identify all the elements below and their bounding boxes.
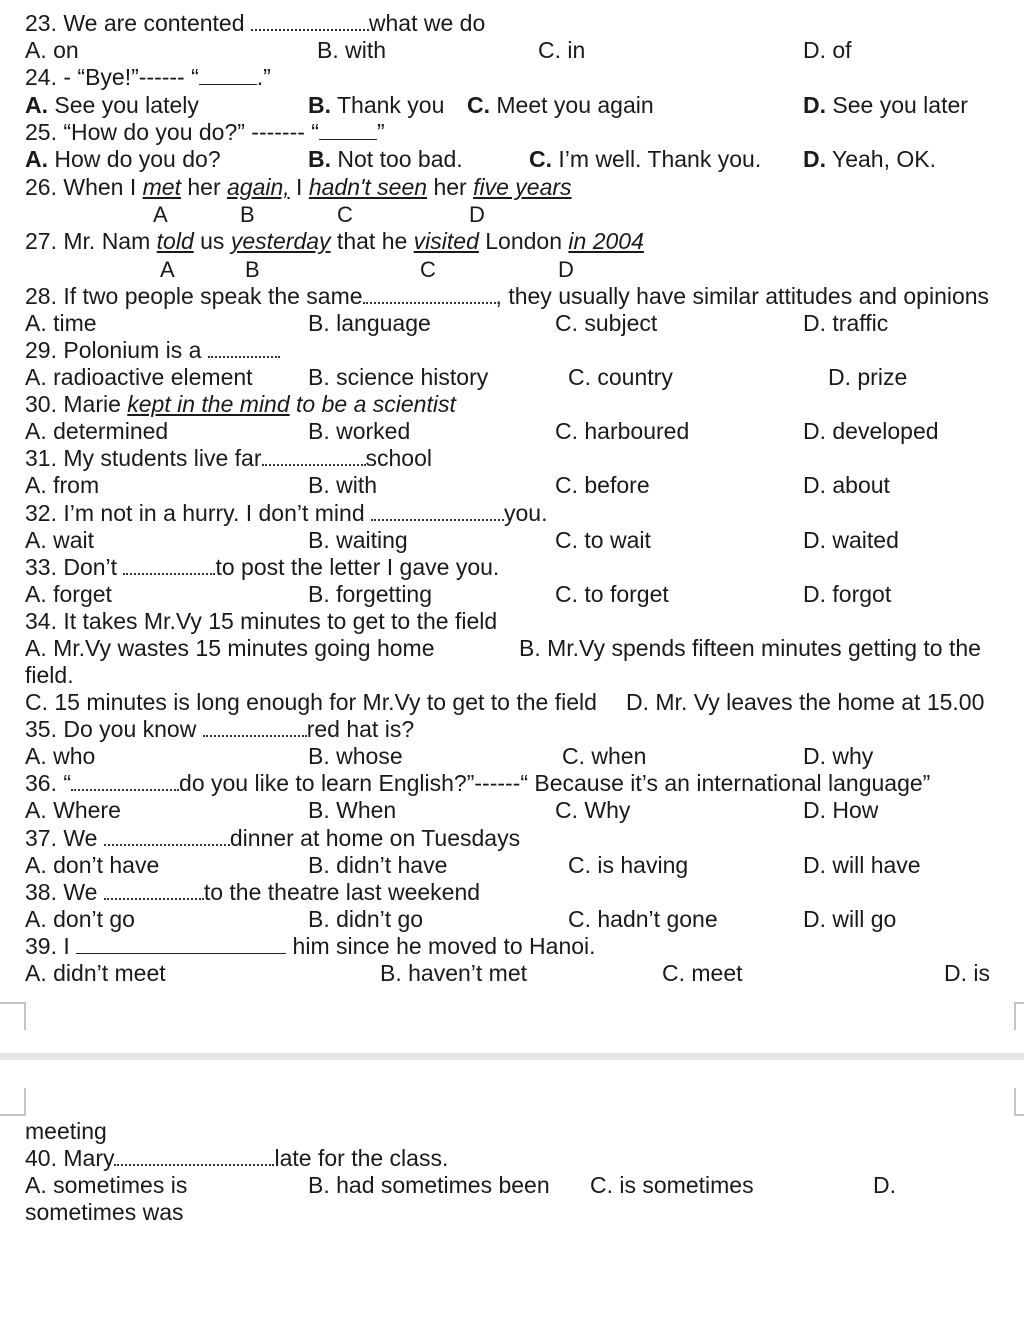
answer-blank [319,121,377,140]
q32-option-a: A. wait [25,527,95,553]
q37-option-d: D. will have [803,852,921,878]
answer-blank [104,880,204,900]
q31-option-a: A. from [25,472,100,498]
question-31-stem: 31. My students live far school [25,445,432,471]
answer-blank [114,1146,274,1166]
question-32-stem: 32. I’m not in a hurry. I don’t mind you. [25,500,548,526]
q32-option-b: B. waiting [308,527,408,553]
q35-option-b: B. whose [308,743,403,769]
q39-option-d-cont: meeting [25,1118,107,1144]
question-30-stem: 30. Marie kept in the mind to be a scientist [25,391,456,417]
error-label-c: C [337,202,353,227]
q32-option-c: C. to wait [555,527,651,553]
answer-blank [71,771,179,791]
q39-option-c: C. meet [662,960,743,986]
question-27-stem: 27. Mr. Nam told us yesterday that he visited London in 2004 [25,228,644,254]
q25-option-d: D. Yeah, OK. [803,146,936,172]
q32-option-d: D. waited [803,527,899,553]
q30-option-d: D. developed [803,418,939,444]
q24-option-d: D. See you later [803,92,968,118]
answer-blank [363,284,496,304]
error-label-c: C [420,257,436,282]
q39-option-d: D. is [944,960,990,986]
q35-option-a: A. who [25,743,96,769]
q28-option-a: A. time [25,310,97,336]
q28-option-b: B. language [308,310,431,336]
question-40-stem: 40. Mary late for the class. [25,1145,449,1171]
page-corner-mark [0,1002,26,1030]
q36-option-b: B. When [308,797,397,823]
question-36-stem: 36. “ do you like to learn English?”------“ Because it’s an international language” [25,770,931,796]
q29-option-b: B. science history [308,364,489,390]
question-29-stem: 29. Polonium is a [25,337,280,364]
q29-option-a: A. radioactive element [25,364,253,390]
question-34-stem: 34. It takes Mr.Vy 15 minutes to get to the field [25,608,498,634]
error-label-b: B [240,202,255,227]
q23-option-d: D. of [803,37,852,63]
question-33-stem: 33. Don’t to post the letter I gave you. [25,554,500,580]
q28-option-d: D. traffic [803,310,889,336]
page-corner-mark [0,1088,26,1116]
q39-option-a: A. didn’t meet [25,960,166,986]
q34-option-c: C. 15 minutes is long enough for Mr.Vy to get to the field [25,689,597,715]
q23-option-b: B. with [317,37,387,63]
q35-option-c: C. when [562,743,647,769]
q31-option-b: B. with [308,472,378,498]
q36-option-a: A. Where [25,797,121,823]
q25-option-b: B. Not too bad. [308,146,463,172]
q37-option-c: C. is having [568,852,689,878]
q34-option-b: B. Mr.Vy spends fifteen minutes getting to the [519,635,981,661]
question-39-stem: 39. I him since he moved to Hanoi. [25,933,596,959]
page-divider [0,1053,1024,1060]
error-label-a: A [153,202,168,227]
q29-option-c: C. country [568,364,673,390]
question-26-stem: 26. When I met her again, I hadn't seen her five years [25,174,572,200]
q36-option-d: D. How [803,797,879,823]
answer-blank [251,11,369,31]
q25-option-a: A. How do you do? [25,146,221,172]
page-corner-mark [1014,1002,1024,1030]
q40-option-d-cont: sometimes was [25,1199,184,1225]
q34-option-d: D. Mr. Vy leaves the home at 15.00 [626,689,985,715]
question-24-stem: 24. - “Bye!”------ “ .” [25,64,271,90]
question-37-stem: 37. We dinner at home on Tuesdays [25,825,521,851]
q37-option-b: B. didn’t have [308,852,448,878]
question-25-stem: 25. “How do you do?” ------- “ ” [25,119,385,145]
q33-option-c: C. to forget [555,581,669,607]
q24-option-b: B. Thank you [308,92,445,118]
answer-blank [371,501,504,521]
answer-blank [262,446,366,466]
q38-option-d: D. will go [803,906,897,932]
question-38-stem: 38. We to the theatre last weekend [25,879,481,905]
q40-option-c: C. is sometimes [590,1172,754,1198]
q40-option-b: B. had sometimes been [308,1172,550,1198]
q38-option-b: B. didn’t go [308,906,424,932]
answer-blank [123,555,215,575]
q30-option-c: C. harboured [555,418,690,444]
q23-option-c: C. in [538,37,586,63]
answer-blank [208,338,280,358]
q33-option-a: A. forget [25,581,112,607]
q25-option-c: C. I’m well. Thank you. [529,146,762,172]
q34-option-a: A. Mr.Vy wastes 15 minutes going home [25,635,435,661]
error-label-d: D [558,257,574,282]
error-label-a: A [160,257,175,282]
q29-option-d: D. prize [828,364,908,390]
q38-option-c: C. hadn’t gone [568,906,718,932]
q28-option-c: C. subject [555,310,658,336]
error-label-d: D [469,202,485,227]
answer-blank [203,717,307,737]
question-23-stem: 23. We are contented what we do [25,10,486,36]
q30-option-a: A. determined [25,418,169,444]
page-corner-mark [1014,1088,1024,1116]
q37-option-a: A. don’t have [25,852,160,878]
question-28-stem: 28. If two people speak the same , they usually have similar attitudes and opinions [25,283,990,309]
q39-option-b: B. haven’t met [380,960,528,986]
question-35-stem: 35. Do you know red hat is? [25,716,415,742]
q33-option-d: D. forgot [803,581,892,607]
q34-option-b-cont: field. [25,662,74,688]
answer-blank [199,66,257,85]
q38-option-a: A. don’t go [25,906,135,932]
q24-option-c: C. Meet you again [467,92,654,118]
q31-option-c: C. before [555,472,650,498]
q40-option-a: A. sometimes is [25,1172,188,1198]
answer-blank [76,935,286,954]
answer-blank [104,826,230,846]
q40-option-d: D. [873,1172,896,1198]
error-label-b: B [245,257,260,282]
q24-option-a: A. See you lately [25,92,199,118]
q36-option-c: C. Why [555,797,631,823]
q30-option-b: B. worked [308,418,411,444]
q31-option-d: D. about [803,472,890,498]
q33-option-b: B. forgetting [308,581,433,607]
q23-option-a: A. on [25,37,79,63]
q35-option-d: D. why [803,743,874,769]
